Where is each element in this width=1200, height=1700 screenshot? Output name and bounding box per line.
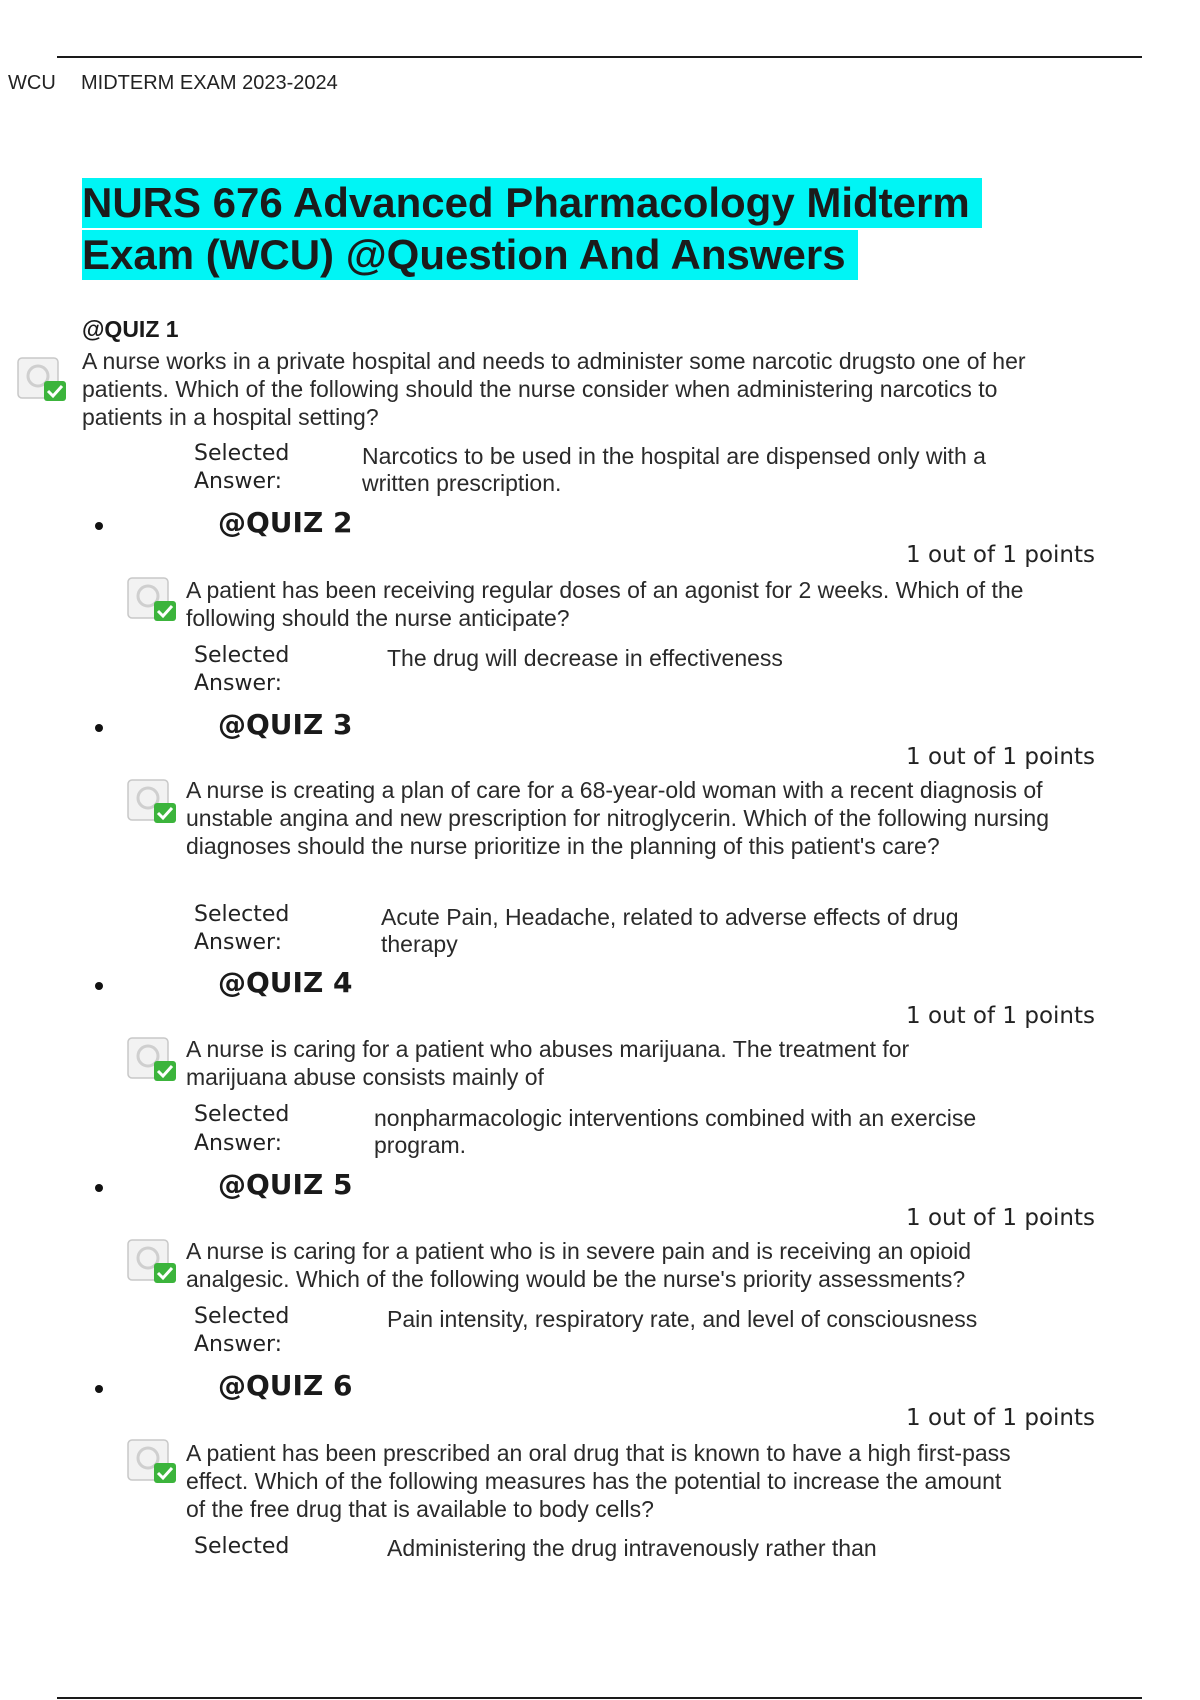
correct-check-icon — [126, 1034, 180, 1086]
answer-label: Answer: — [194, 1332, 283, 1357]
correct-check-icon — [16, 354, 70, 406]
quiz-heading: @QUIZ 1 — [82, 316, 179, 342]
selected-answer: Acute Pain, Headache, related to adverse effects of drug therapy — [381, 904, 959, 957]
selected-label: Selected — [194, 441, 290, 466]
doc-title-line-1: NURS 676 Advanced Pharmacology Midterm — [82, 178, 982, 228]
question-text: A patient has been prescribed an oral drug that is known to have a high first-pass effect. Which of the following measures has the potential to increase the amount of the free drug that is available to body cells? — [186, 1440, 1011, 1522]
points-score: 1 out of 1 points — [906, 542, 1095, 568]
points-score: 1 out of 1 points — [906, 744, 1095, 770]
question-text: A nurse is caring for a patient who abuses marijuana. The treatment for marijuana abuse consists mainly of — [186, 1036, 910, 1090]
selected-label: Selected — [194, 1304, 290, 1329]
quiz-heading: @QUIZ 3 — [218, 708, 353, 741]
bullet — [95, 982, 103, 990]
correct-check-icon — [126, 1436, 180, 1488]
correct-check-icon — [126, 776, 180, 828]
header-title: MIDTERM EXAM 2023-2024 — [81, 72, 338, 94]
selected-answer: nonpharmacologic interventions combined with an exercise program. — [374, 1105, 977, 1158]
points-score: 1 out of 1 points — [906, 1003, 1095, 1029]
selected-answer: Narcotics to be used in the hospital are dispensed only with a written prescription. — [362, 443, 986, 496]
header-org: WCU — [8, 72, 56, 94]
bullet — [95, 522, 103, 530]
quiz-heading: @QUIZ 5 — [218, 1168, 353, 1201]
selected-label: Selected — [194, 1102, 290, 1127]
selected-answer: Administering the drug intravenously rather than — [387, 1535, 877, 1561]
question-text: A nurse is caring for a patient who is in severe pain and is receiving an opioid analgesic. Which of the following would be the nurse's priority assessments? — [186, 1238, 972, 1292]
bullet — [95, 1385, 103, 1393]
answer-label: Answer: — [194, 1131, 283, 1156]
correct-check-icon — [126, 1236, 180, 1288]
points-score: 1 out of 1 points — [906, 1405, 1095, 1431]
selected-label: Selected — [194, 643, 290, 668]
quiz-heading: @QUIZ 2 — [218, 506, 353, 539]
answer-label: Answer: — [194, 671, 283, 696]
bullet — [95, 1184, 103, 1192]
selected-answer: The drug will decrease in effectiveness — [387, 645, 783, 671]
answer-label: Answer: — [194, 469, 283, 494]
bullet — [95, 724, 103, 732]
correct-check-icon — [126, 574, 180, 626]
doc-title-line-2: Exam (WCU) @Question And Answers — [82, 230, 858, 280]
points-score: 1 out of 1 points — [906, 1205, 1095, 1231]
quiz-heading: @QUIZ 4 — [218, 966, 353, 999]
answer-label: Answer: — [194, 930, 283, 955]
question-text: A nurse is creating a plan of care for a 68-year-old woman with a recent diagnosis of unstable angina and new prescription for nitroglycerin. Which of the following nursing diagnoses should the nurse prioritize in the planning of this patient's care? — [186, 777, 1049, 859]
footer-rule — [57, 1697, 1142, 1699]
selected-answer: Pain intensity, respiratory rate, and level of consciousness — [387, 1306, 978, 1332]
selected-label: Selected — [194, 1534, 290, 1559]
quiz-heading: @QUIZ 6 — [218, 1369, 353, 1402]
header-rule — [57, 56, 1142, 58]
question-text: A patient has been receiving regular doses of an agonist for 2 weeks. Which of the following should the nurse anticipate? — [186, 577, 1024, 631]
selected-label: Selected — [194, 902, 290, 927]
question-text: A nurse works in a private hospital and needs to administer some narcotic drugsto one of her patients. Which of the following should the nurse consider when administering narcotics to patients in a hospital setting? — [82, 348, 1026, 430]
